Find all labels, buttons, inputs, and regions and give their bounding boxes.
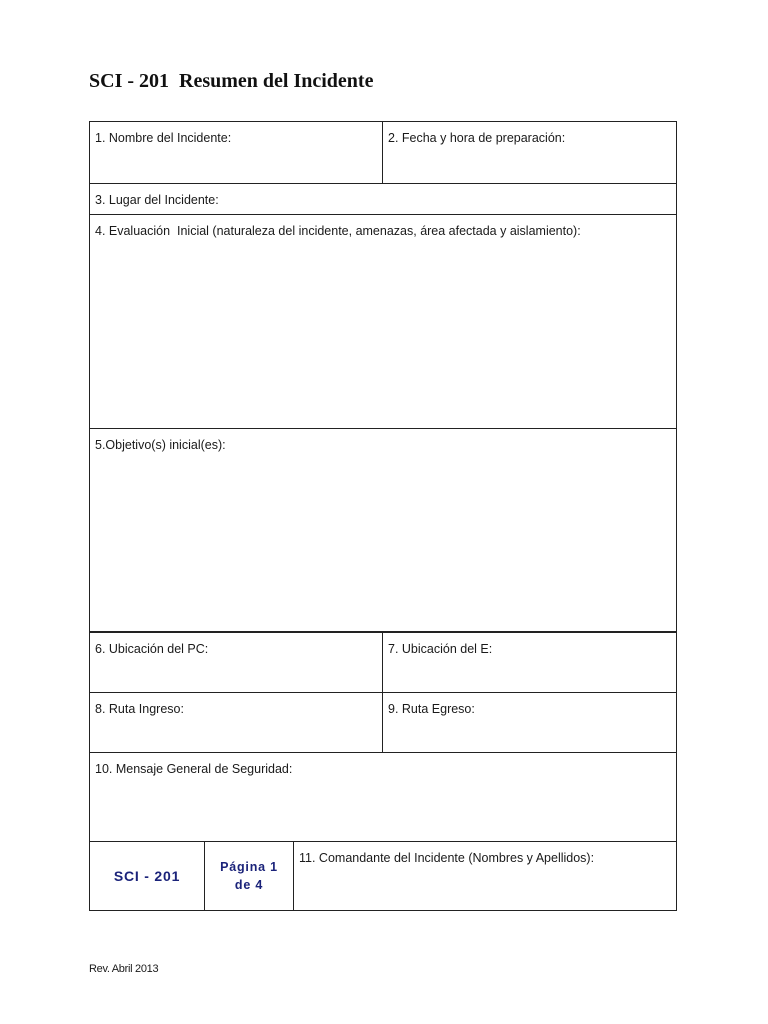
form-title: SCI - 201 Resumen del Incidente — [89, 70, 374, 92]
field-pc-location-label: 6. Ubicación del PC: — [95, 642, 209, 656]
field-exit-route[interactable] — [383, 693, 677, 753]
field-incident-location[interactable] — [90, 184, 677, 215]
page-number-line1: Página 1 — [220, 860, 278, 874]
page-number-line2: de 4 — [234, 878, 264, 892]
field-safety-message-label: 10. Mensaje General de Seguridad: — [95, 762, 293, 776]
field-incident-name[interactable] — [90, 122, 383, 184]
incident-summary-form — [89, 121, 677, 911]
field-preparation-date-time[interactable] — [383, 122, 677, 184]
field-initial-assessment-label: 4. Evaluación Inicial (naturaleza del incidente, amenazas, área afectada y aislamiento): — [95, 224, 581, 238]
field-incident-commander[interactable] — [294, 842, 677, 910]
form-code: SCI - 201 — [113, 868, 181, 884]
field-exit-route-label: 9. Ruta Egreso: — [388, 702, 475, 716]
field-e-location-label: 7. Ubicación del E: — [388, 642, 493, 656]
form-code-cell — [90, 842, 205, 910]
field-e-location[interactable] — [383, 633, 677, 693]
field-preparation-date-time-label: 2. Fecha y hora de preparación: — [388, 131, 566, 145]
revision-note: Rev. Abril 2013 — [89, 963, 159, 975]
field-safety-message[interactable] — [90, 753, 677, 842]
field-pc-location[interactable] — [90, 633, 383, 693]
field-entry-route-label: 8. Ruta Ingreso: — [95, 702, 184, 716]
field-entry-route[interactable] — [90, 693, 383, 753]
field-initial-objectives-label: 5.Objetivo(s) inicial(es): — [95, 438, 226, 452]
field-incident-name-label: 1. Nombre del Incidente: — [95, 131, 232, 145]
field-incident-commander-label: 11. Comandante del Incidente (Nombres y Apellidos): — [299, 851, 595, 865]
field-incident-location-label: 3. Lugar del Incidente: — [95, 193, 219, 207]
field-initial-assessment[interactable] — [90, 215, 677, 429]
field-initial-objectives[interactable] — [90, 429, 677, 633]
page-number-cell — [205, 842, 294, 910]
